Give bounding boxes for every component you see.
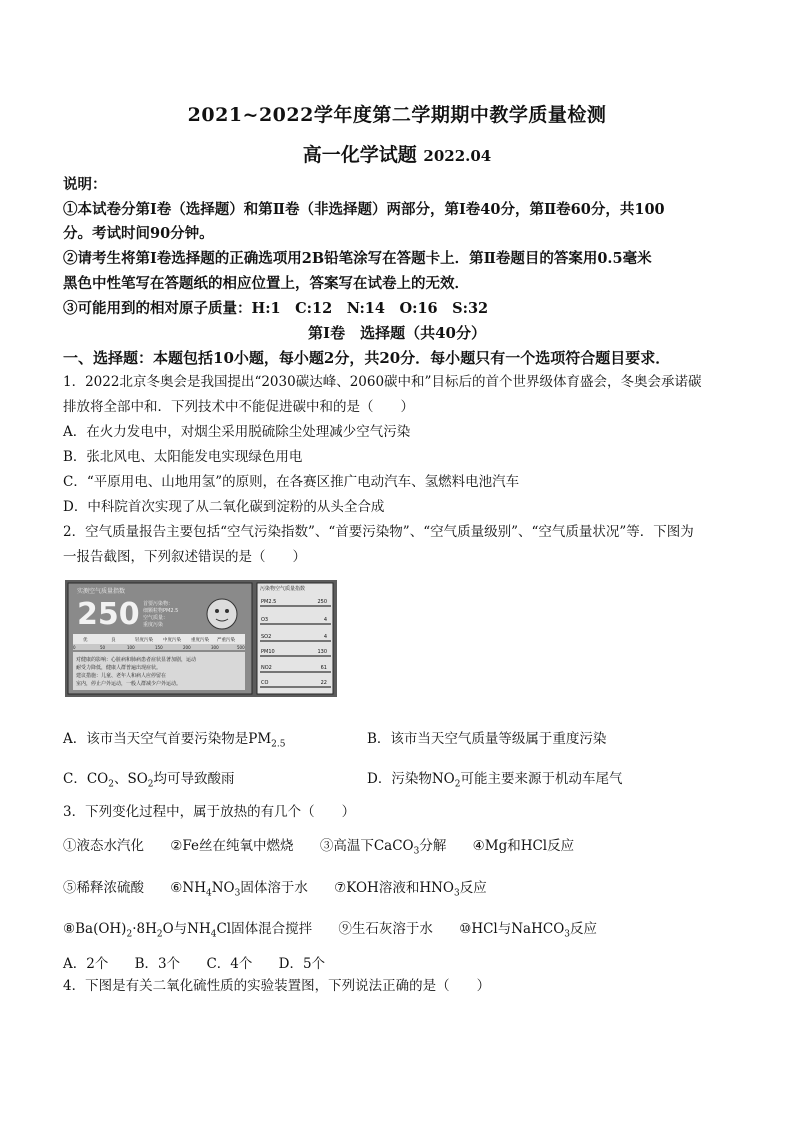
q2-option-a-sub: 2.5: [271, 739, 286, 750]
q2-option-d-text-1: D．污染物NO: [367, 771, 455, 787]
report-desc-1: 首要污染物：: [143, 601, 174, 607]
q1-option-a: A．在火力发电中，对烟尘采用脱硫除尘处理减少空气污染: [63, 424, 411, 440]
subscript-3: 3: [564, 929, 571, 940]
q1-option-d: D．中科院首次实现了从二氧化碳到淀粉的从头全合成: [63, 499, 385, 515]
subscript-2: 2: [156, 929, 163, 940]
q2-option-a-text: A．该市当天空气首要污染物是PM: [63, 731, 272, 747]
advice-line-3: 建议措施：儿童、老年人和病人应停留在: [76, 673, 167, 679]
q2-stem-line-2: 一报告截图，下列叙述错误的是（ ）: [63, 549, 306, 565]
q3-item-3: [319, 838, 447, 857]
instruction-2-line-2: 黑色中性笔写在答题纸的相应位置上，答案写在试卷上的无效．: [63, 275, 469, 292]
q3-row-2: [63, 876, 509, 899]
level-label-1: 优: [83, 638, 88, 643]
instructions-label: 说明：: [63, 176, 107, 193]
pollutant-6-value: 22: [320, 680, 327, 686]
report-panel-title: 实测空气质量指数: [77, 588, 126, 595]
q1-stem-line-1: 1．2022北京冬奥会是我国提出“2030碳达峰、2060碳中和”目标后的首个世界级体育盛会，冬奥会承诺碳: [63, 374, 702, 390]
exam-title: 2021~2022学年度第二学期期中教学质量检测: [187, 104, 607, 126]
pollutant-5-name: NO2: [261, 665, 272, 671]
tick-300: 300: [211, 645, 219, 650]
q3-item-1: ①液态水汽化: [63, 838, 144, 854]
tick-0: 0: [73, 645, 76, 650]
q3-item-3-post: 分解: [419, 838, 447, 854]
instruction-1-line-1: ①本试卷分第Ⅰ卷（选择题）和第Ⅱ卷（非选择题）两部分，第Ⅰ卷40分，第Ⅱ卷60分，共100: [63, 201, 665, 218]
q3-item-6: [170, 880, 308, 899]
q3-item-10: [459, 921, 598, 940]
q3-item-6-post: 固体溶于水: [240, 880, 308, 896]
air-quality-report-image: [65, 580, 337, 697]
advice-line-2: 耐受力降低，健康人群普遍出现症状。: [76, 665, 162, 671]
q3-item-8: [63, 921, 313, 940]
subscript-2: 2: [126, 929, 133, 940]
q3-item-8-post: Cl固体混合搅拌: [216, 921, 313, 937]
instruction-3: ③可能用到的相对原子质量：H:1 C:12 N:14 O:16 S:32: [63, 300, 489, 317]
level-label-6: 严重污染: [217, 638, 235, 643]
pollutant-2-value: 4: [323, 617, 327, 623]
level-label-5: 重度污染: [191, 638, 209, 643]
q2-option-c-text-3: 均可导致酸雨: [153, 771, 235, 787]
tick-150: 150: [155, 645, 163, 650]
subscript-2: 2: [147, 779, 154, 790]
q3-item-3-text: ③高温下CaCO: [319, 838, 414, 854]
pollutant-6-name: CO: [261, 680, 269, 686]
advice-line-1: 对健康的影响：心脏病和肺病患者症状显著加剧，运动: [76, 657, 197, 663]
q2-stem-line-1: 2．空气质量报告主要包括“空气污染指数”、“首要污染物”、“空气质量级别”、“空气质量状况”等．下图为: [63, 524, 694, 540]
q3-item-10-post: 反应: [570, 921, 598, 937]
q3-option-a: A．2个: [63, 956, 109, 972]
q3-options: [63, 952, 347, 972]
tick-100: 100: [127, 645, 135, 650]
aqi-value: 250: [77, 597, 140, 632]
q3-item-9: ⑨生石灰溶于水: [338, 921, 433, 937]
q3-item-6-text: ⑥NH: [170, 880, 206, 896]
q1-stem-line-2: 排放将全部中和．下列技术中不能促进碳中和的是（ ）: [63, 399, 414, 415]
q3-item-8-text: ⑧Ba(OH): [63, 921, 127, 937]
q2-option-c: [63, 767, 235, 790]
level-label-4: 中度污染: [163, 638, 181, 643]
pollutant-1-name: PM2.5: [261, 599, 277, 605]
exam-date: 2022.04: [423, 147, 492, 165]
q3-item-8-mid2: O与NH: [162, 921, 211, 937]
q3-row-1: [63, 834, 596, 857]
q3-item-6-mid: NO: [211, 880, 235, 896]
q3-item-5: ⑤稀释浓硫酸: [63, 880, 144, 896]
instruction-1-line-2: 分。考试时间90分钟。: [63, 225, 214, 242]
exam-subtitle: [0, 140, 794, 167]
q3-option-c: C．4个: [206, 956, 253, 972]
q2-option-d: [367, 767, 622, 790]
report-desc-3: 空气质量：: [143, 615, 169, 621]
q3-item-2: ②Fe丝在纯氧中燃烧: [170, 838, 294, 854]
q2-option-b: B．该市当天空气质量等级属于重度污染: [367, 731, 607, 747]
subscript-4: 4: [206, 888, 212, 899]
q3-item-4: ④Mg和HCl反应: [472, 838, 575, 854]
q2-option-c-text-1: C．CO: [63, 771, 109, 787]
subject-title: 高一化学试题: [302, 144, 417, 166]
pollutant-table-title: 污染物空气质量指数: [260, 586, 306, 592]
pollutant-5-value: 61: [320, 665, 327, 671]
q3-row-3: [63, 917, 619, 940]
q3-item-8-mid1: ·8H: [132, 921, 157, 937]
q2-option-c-text-2: 、SO: [113, 771, 148, 787]
q2-option-d-text-2: 可能主要来源于机动车尾气: [460, 771, 623, 787]
q3-option-b: B．3个: [134, 956, 181, 972]
q4-stem: 4．下图是有关二氧化硫性质的实验装置图，下列说法正确的是（ ）: [63, 978, 491, 994]
q3-item-10-text: ⑩HCl与NaHCO: [459, 921, 565, 937]
pollutant-3-name: SO2: [261, 634, 272, 640]
pollutant-2-name: O3: [261, 617, 269, 623]
part-1-heading: 一、选择题：本题包括10小题，每小题2分，共20分．每小题只有一个选项符合题目要求．: [63, 349, 671, 367]
q1-option-c: C．“平原用电、山地用氢”的原则，在各赛区推广电动汽车、氢燃料电池汽车: [63, 474, 520, 490]
subscript-3: 3: [453, 888, 460, 899]
instruction-2-line-1: ②请考生将第Ⅰ卷选择题的正确选项用2B铅笔涂写在答题卡上．第Ⅱ卷题目的答案用0.5毫米: [63, 250, 652, 267]
q3-item-7-post: 反应: [459, 880, 487, 896]
level-label-3: 轻度污染: [135, 638, 153, 643]
q3-stem: 3．下列变化过程中，属于放热的有几个（ ）: [63, 804, 356, 820]
pollutant-1-value: 250: [317, 599, 327, 605]
level-label-2: 良: [111, 638, 116, 643]
subscript-3: 3: [234, 888, 241, 899]
q2-option-a: [63, 727, 285, 750]
tick-50: 50: [100, 645, 106, 650]
pollutant-4-name: PM10: [261, 649, 275, 655]
pollutant-3-value: 4: [323, 634, 327, 640]
q3-item-7-text: ⑦KOH溶液和HNO: [334, 880, 454, 896]
subscript-2: 2: [108, 779, 114, 790]
q3-item-7: [334, 880, 487, 899]
subscript-3: 3: [413, 846, 420, 857]
q3-option-d: D．5个: [278, 956, 326, 972]
subscript-2: 2: [454, 779, 461, 790]
advice-line-4: 室内，停止户外运动，一般人群减少户外运动。: [76, 681, 182, 687]
subscript-4: 4: [210, 929, 217, 940]
mascot-icon: [207, 599, 237, 629]
section-1-title: 第Ⅰ卷 选择题（共40分）: [308, 324, 486, 342]
q1-option-b: B．张北风电、太阳能发电实现绿色用电: [63, 449, 303, 465]
pollutant-4-value: 130: [317, 649, 327, 655]
tick-200: 200: [183, 645, 191, 650]
report-desc-4: 重度污染: [143, 622, 164, 628]
tick-500: 500: [237, 645, 245, 650]
report-desc-2: 细颗粒物PM2.5: [143, 608, 179, 614]
